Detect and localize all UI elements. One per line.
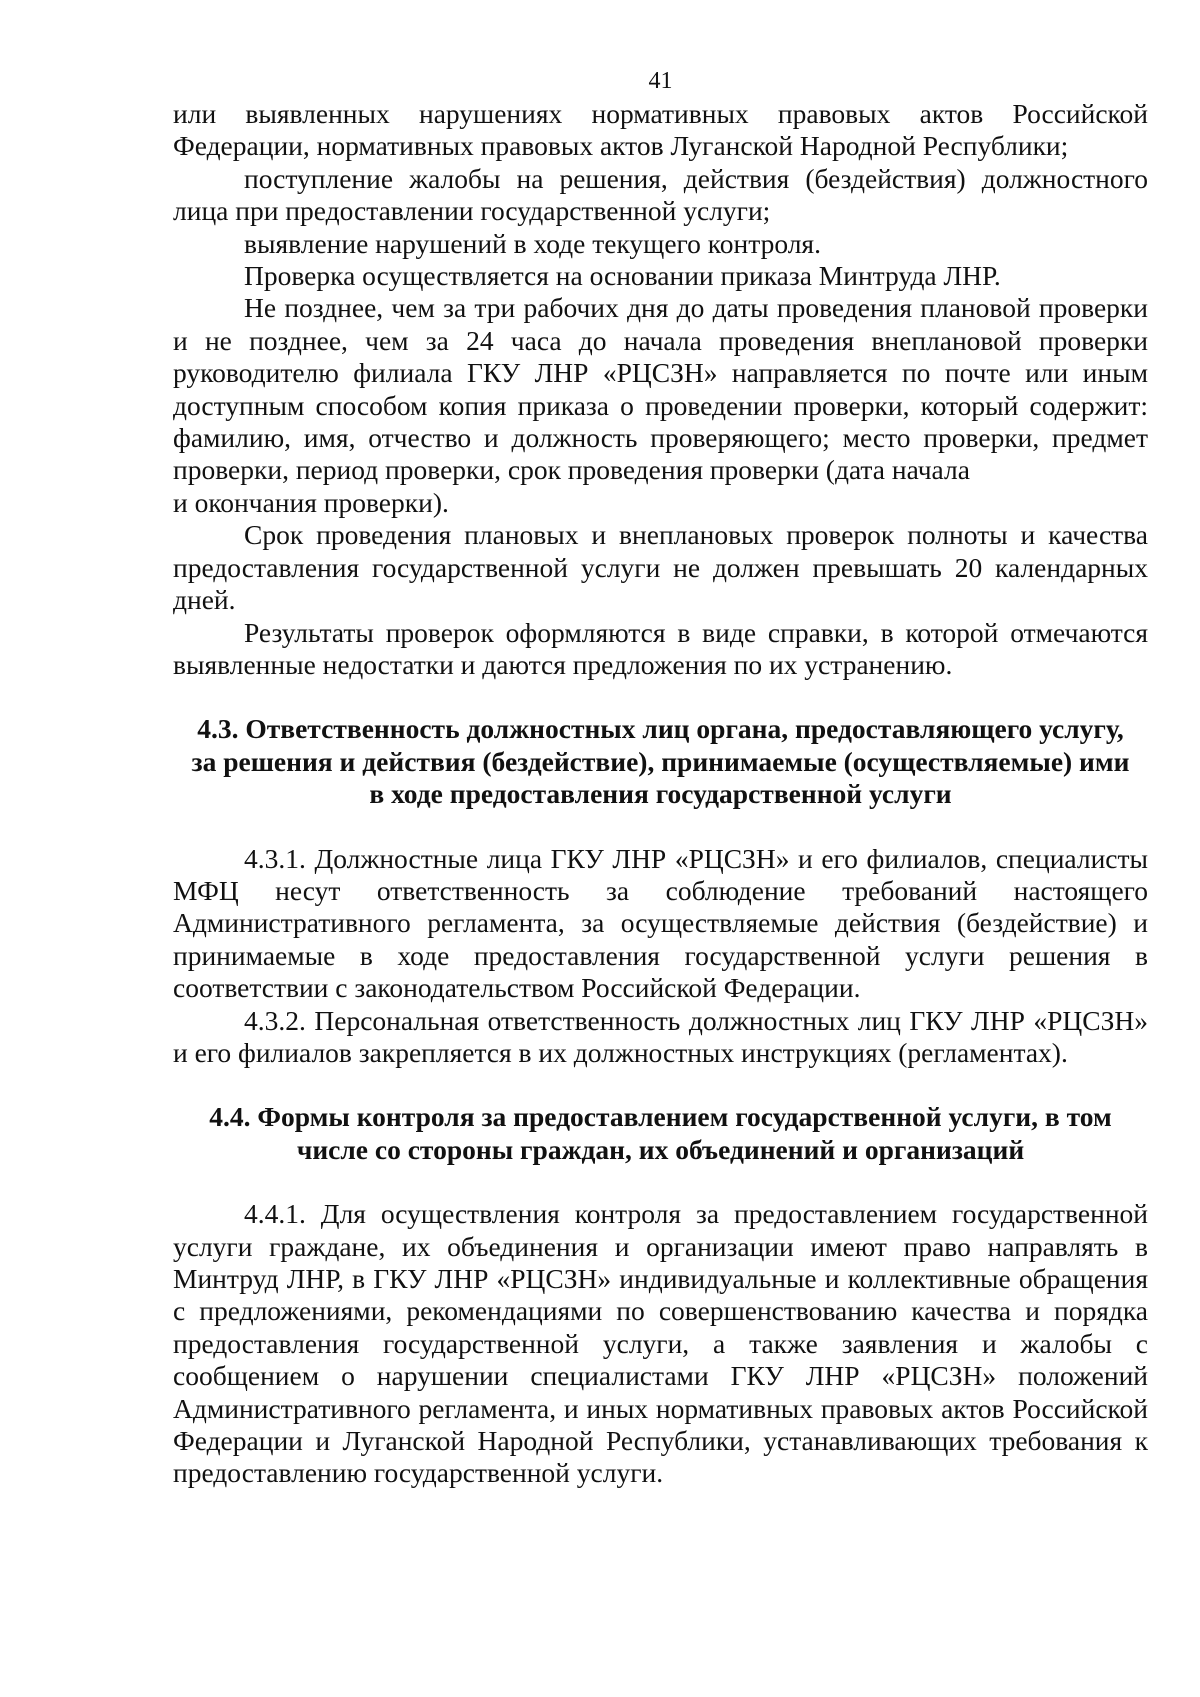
heading-line: числе со стороны граждан, их объединений и организаций: [296, 1133, 1025, 1165]
section-heading-4-3: [173, 713, 1148, 810]
spacer: [173, 681, 1148, 713]
paragraph-4-3-2: 4.3.2. Персональная ответственность должностных лиц ГКУ ЛНР «РЦСЗН» и его филиалов закрепляется в их должностных инструкциях (регламентах).: [173, 1004, 1148, 1068]
section-heading-4-4: [173, 1101, 1148, 1166]
heading-line: 4.3. Ответственность должностных лиц органа, предоставляющего услугу,: [197, 713, 1124, 745]
paragraph: и окончания проверки).: [173, 486, 449, 518]
paragraph: выявление нарушений в ходе текущего контроля.: [244, 227, 821, 259]
spacer: [173, 1069, 1148, 1101]
spacer: [173, 811, 1148, 843]
heading-line: в ходе предоставления государственной услуги: [369, 778, 952, 810]
paragraph-4-3-1: 4.3.1. Должностные лица ГКУ ЛНР «РЦСЗН» и его филиалов, специалисты МФЦ несут ответственность за соблюдение требований настоящего Административного регламента, за осуществляемые действия (бездействие) и принимаемые в ходе предоставления государственной услуги решения в соответствии с законодательством Российской Федерации.: [173, 842, 1148, 1004]
heading-line: 4.4. Формы контроля за предоставлением государственной услуги, в том: [209, 1101, 1112, 1133]
spacer: [173, 1166, 1148, 1198]
paragraph: или выявленных нарушениях нормативных правовых актов Российской Федерации, нормативных правовых актов Луганской Народной Республики;: [173, 98, 1148, 162]
heading-line: за решения и действия (бездействие), принимаемые (осуществляемые) ими: [191, 745, 1130, 777]
paragraph: Не позднее, чем за три рабочих дня до даты проведения плановой проверки и не позднее, чем за 24 часа до начала проведения внеплановой проверки руководителю филиала ГКУ ЛНР «РЦСЗН» направляется по почте или иным доступным способом копия приказа о проведении проверки, который содержит: фамилию, имя, отчество и должность проверяющего; место проверки, предмет проверки, период проверки, срок проведения проверки (дата начала: [173, 292, 1148, 486]
paragraph-4-4-1: 4.4.1. Для осуществления контроля за предоставлением государственной услуги граждане, их объединения и организации имеют право направлять в Минтруд ЛНР, в ГКУ ЛНР «РЦСЗН» индивидуальные и коллективные обращения с предложениями, рекомендациями по совершенствованию качества и порядка предоставления государственной услуги, а также заявления и жалобы с сообщением о нарушении специалистами ГКУ ЛНР «РЦСЗН» положений Административного регламента, и иных нормативных правовых актов Российской Федерации и Луганской Народной Республики, устанавливающих требования к предоставлению государственной услуги.: [173, 1198, 1148, 1489]
page-number: 41: [648, 68, 673, 94]
paragraph: Результаты проверок оформляются в виде справки, в которой отмечаются выявленные недостатки и даются предложения по их устранению.: [173, 616, 1148, 680]
paragraph: поступление жалобы на решения, действия (бездействия) должностного лица при предоставлении государственной услуги;: [173, 162, 1148, 227]
paragraph: Проверка осуществляется на основании приказа Минтруда ЛНР.: [244, 260, 1001, 292]
paragraph: Срок проведения плановых и внеплановых проверок полноты и качества предоставления государственной услуги не должен превышать 20 календарных дней.: [173, 519, 1148, 616]
